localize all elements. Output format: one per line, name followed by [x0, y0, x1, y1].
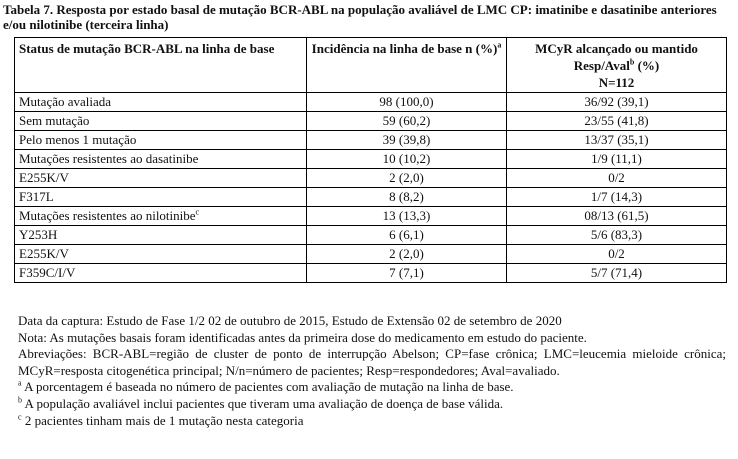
- row-incidence: 59 (60,2): [307, 112, 507, 131]
- abbreviations-note: Abreviações: BCR-ABL=região de cluster de ponto de interrupção Abelson; CP=fase crônica; LMC=leucemia mieloide crônica; MCyR=resposta citogenética principal; N/n=número de pacientes; Resp=respondedores; Aval=avaliado.: [18, 346, 726, 378]
- table-footnotes: [18, 313, 726, 429]
- table-row: [15, 207, 727, 226]
- row-incidence: 13 (13,3): [307, 207, 507, 226]
- row-response: 08/13 (61,5): [507, 207, 727, 226]
- table-row: [15, 226, 727, 245]
- footnote-c: $^c$ 2 pacientes tinham mais de 1 mutação nesta categoria: [18, 412, 304, 428]
- table-row: [15, 93, 727, 112]
- row-label: E255K/V: [15, 169, 307, 188]
- row-response: 1/9 (11,1): [507, 150, 727, 169]
- table-row: [15, 169, 727, 188]
- row-incidence: 6 (6,1): [307, 226, 507, 245]
- row-label: Sem mutação: [15, 112, 307, 131]
- row-response: 1/7 (14,3): [507, 188, 727, 207]
- row-response: 5/7 (71,4): [507, 264, 727, 283]
- row-response: 23/55 (41,8): [507, 112, 727, 131]
- table-row: [15, 150, 727, 169]
- table-row: [15, 112, 727, 131]
- table-row: [15, 245, 727, 264]
- row-label: Mutação avaliada: [15, 93, 307, 112]
- header-baseline-incidence: Incidência na linha de base n (%)$^a$: [307, 38, 507, 93]
- row-label: Y253H: [15, 226, 307, 245]
- row-incidence: 2 (2,0): [307, 169, 507, 188]
- footnote-b: $^b$ A população avaliável inclui pacientes que tiveram uma avaliação de doença de base válida.: [18, 395, 504, 411]
- row-incidence: 7 (7,1): [307, 264, 507, 283]
- row-incidence: 8 (8,2): [307, 188, 507, 207]
- row-incidence: 2 (2,0): [307, 245, 507, 264]
- row-label: F359C/I/V: [15, 264, 307, 283]
- row-incidence: 10 (10,2): [307, 150, 507, 169]
- mutation-note: Nota: As mutações basais foram identificadas antes da primeira dose do medicamento em estudo do paciente.: [18, 329, 587, 345]
- row-incidence: 98 (100,0): [307, 93, 507, 112]
- row-response: 0/2: [507, 245, 727, 264]
- table-row: [15, 131, 727, 150]
- data-cutoff-note: Data da captura: Estudo de Fase 1/2 02 de outubro de 2015, Estudo de Extensão 02 de setembro de 2020: [18, 313, 562, 328]
- table-row: [15, 264, 727, 283]
- row-label: Mutações resistentes ao nilotinibe$^c$: [15, 207, 307, 226]
- footnote-a: $^a$ A porcentagem é baseada no número de pacientes com avaliação de mutação na linha de base.: [18, 379, 514, 395]
- row-label: Mutações resistentes ao dasatinibe: [15, 150, 307, 169]
- row-response: 13/37 (35,1): [507, 131, 727, 150]
- row-label: Pelo menos 1 mutação: [15, 131, 307, 150]
- row-incidence: 39 (39,8): [307, 131, 507, 150]
- table-row: [15, 188, 727, 207]
- mutation-response-table: [14, 37, 727, 283]
- row-label: F317L: [15, 188, 307, 207]
- header-mutation-status: Status de mutação BCR-ABL na linha de base: [15, 38, 307, 93]
- row-response: 5/6 (83,3): [507, 226, 727, 245]
- header-mcyr-response: MCyR alcançado ou mantido Resp/Aval$^b$ (%) N=112: [507, 38, 727, 93]
- row-response: 36/92 (39,1): [507, 93, 727, 112]
- row-label: E255K/V: [15, 245, 307, 264]
- row-response: 0/2: [507, 169, 727, 188]
- header-row: [15, 38, 727, 93]
- table-title: Tabela 7. Resposta por estado basal de mutação BCR-ABL na população avaliável de LMC CP: imatinibe e dasatinibe anteriores e/ou nilotinibe (terceira linha): [3, 2, 717, 32]
